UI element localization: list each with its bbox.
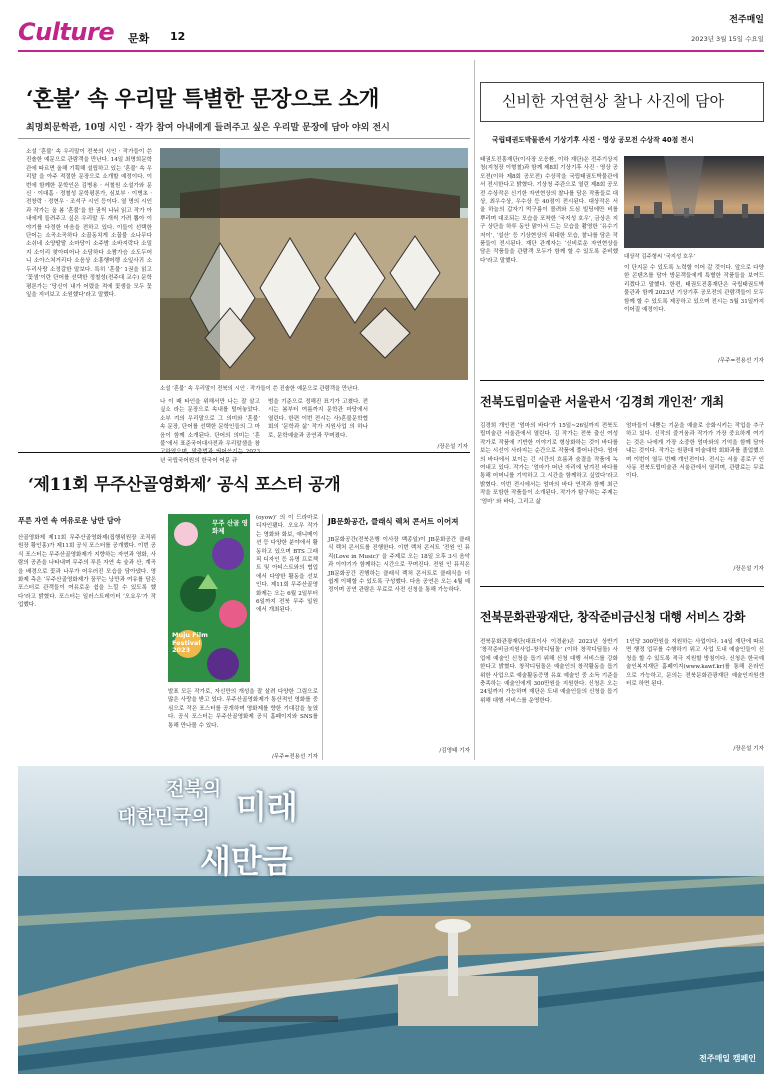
section-title-ko: 문화	[128, 32, 150, 45]
headline: 전북문화관광재단, 창작준비금신청 대행 서비스 강화	[480, 610, 746, 624]
page-number: 12	[170, 30, 186, 43]
headline: ‘혼불’ 속 우리말 특별한 문장으로 소개	[26, 87, 379, 112]
article-body-col2: 1인당 300만원을 지원하는 사업이다. 14일 재단에 따르면 행정 업무를 수행하기 위고 사업 도내 예술인들이 신청을 할 수 있도록 적극 지원할 방침이다. 신청은 한국예술인복지재단 홈페이지(www.kawf.kr)를 통해 온라인으로 가능하고, 문의는 전북문화관광재단 예술인지원센터로 하면 된다.	[626, 639, 764, 688]
ad-campaign-label: 전주매일 캠페인	[699, 1054, 756, 1063]
festival-poster	[168, 514, 250, 682]
subhead: 푸른 자연 속 여유로운 낭만 담아	[18, 516, 121, 525]
ad-line-2: 대한민국의	[118, 806, 210, 828]
article-body-col2: (oyow)’ 의 이 드라마로 디자인됐다. 오요우 작가는 영화와 화보, 애니메이션 등 다양한 분야에서 활동하고 있으며 BTS 그래픽 디자인 등 유명 프로젝트 및 아티스트와의 협업에서 다양한 활동을 선보인다. 제11회 무주산골영화제는 오는 6월 2일부터 6일까지 전북 무주 일원에서 개최된다.	[256, 515, 318, 614]
headline: ‘제11회 무주산골영화제’ 공식 포스터 공개	[28, 475, 341, 495]
article-body-col3: 나 이 때 타인을 위해서만 나는 잘 살고 싶소 라는 문장으로 속내를 털어놓았다. 소부 겨의 우리말으로 그 의미와 ‘혼불’ 속 문장, 단어를 선택한 문학인들의 그 마음이 함께 소개된다. 단어의 의미는 ‘혼불’에서 표준국어대사전과 우리말샘을 참 년 국립국어원의 한국어 어문 규	[160, 399, 260, 464]
article-creative-fund	[480, 596, 764, 760]
byline: /장은설 기자	[437, 444, 468, 450]
poster-illustration	[168, 514, 250, 682]
byline: /김영태 기자	[439, 748, 470, 754]
article-body-col1: 소설 ‘혼불’ 속 우리말이 전북의 시인 · 작가들이 쓴 진솔한 예문으로 관람객을 만난다. 14일 최명희문학관에 따르면 올해 기획해 설립하고 있는 ‘혼불’ 속 우리말 을 아주 적절한 문장으로 소개할 예정이다. 이번에 함께한 문학인은 김병용 · 서철원 소설가와 문신 · 이대흠 · 정철성 문학평론가, 심보부 · 이병초 · 전창락 · 정현우 · 조석구 시인 등이다. 열 명의 시인과 작가는 올 봄 ‘혼불’을 한 권씩 나눠 읽고 작가 아내에게 들려주고 싶은 우리말 두 개씩 가려 뽑아 이야기를 다정한 마음을 전하고 있다. 이들이 선택한 단어는 소곡소곡하다 소꿉동치게 소꿉불 소나무다 소쉬네 소양딸딸 소마당이 소주밤 소바지락다 소밀지 소이리 찾아피어나 소담하다 소짬가슴 소도두어니 소아스쳐거리다 소음상 소흥행머랭 소잎사귀 소두리사랑 소정갈한 말보다. 특히 ‘혼불’ 1권을 읽고 ‘꽃샘’이란 단어를 선택한 정철성(전주대 교수) 문학평론가는 ‘당신이 내가 어렸을 적에 꽃샘을 모두 꽃잎을 지녀보고 소원했다’라고 말했다.	[26, 149, 152, 298]
masthead	[18, 15, 764, 50]
subhead: 국립태권도박물관서 기상기후 사진 · 영상 공모전 수상작 40점 전시	[492, 136, 694, 144]
saemangeum-ad	[18, 766, 764, 1074]
poster-title: 무주 산골 영화제	[212, 519, 248, 535]
byline: /무주=전용선 기자	[717, 358, 764, 364]
ad-line-1: 전북의	[166, 778, 222, 800]
headline: 신비한 자연현상 찰나 사진에 담아	[502, 92, 724, 110]
photo-caption: 대상작 김주형씨 ‘국지성 호우’	[624, 254, 696, 260]
weather-photo	[624, 156, 764, 248]
honbul-exhibit-photo	[160, 148, 468, 380]
divider	[322, 514, 323, 760]
byline: /장은설 기자	[733, 746, 764, 752]
article-body-col4: 범을 기준으로 정해진 표기가 고쳤다. 전시는 봄부터 여름까지 문학관 마당에서 열린다. 한편 이번 전시는 사)혼불문학협회의 ‘문학과 삶’ 작가 지원사업 의 하나로, 문학예술과 공연과 꾸며졌다.	[268, 399, 368, 439]
divider	[18, 138, 470, 139]
poster-subtitle: Muju Film Festival 2023	[172, 631, 208, 654]
section-title-en: Culture	[18, 18, 115, 46]
article-body-col3: 발표 모든 작가로, 자신만의 개성을 잘 살려 다양한 그림으로 많은 사랑을 받고 있다. 무주산골영화제가 통산적인 영화를 중심으로 작은 포스터를 공개하며 영화제를 향한 기대감을 높였다. 공식 포스터는 무주산골영화제 공식 홈페이지와 SNS를 통해 만나볼 수 있다.	[168, 689, 318, 729]
subhead: 최명희문학관, 10명 시인 · 작가 참여 아내에게 들려주고 싶은 우리말 문장에 담아 야외 전시	[26, 123, 390, 133]
ad-big-2: 새만금	[200, 842, 293, 880]
photo-caption: 소설 ‘혼불’ 속 우리말이 전북의 시인 · 작가들이 쓴 진솔한 예문으로 관람객을 만난다.	[160, 386, 360, 392]
ad-big-1: 미래	[236, 788, 298, 826]
masthead-rule	[18, 50, 764, 52]
byline: /무주=전용선 기자	[271, 754, 318, 760]
article-body-col1: 산골영화제 제11회 무주산골영화제(집행위원장 조직위원장 황인홍)가 제11회 공식 포스터를 공개했다. 이번 공식 포스터는 무주산골영화제가 지향하는 자연과 영화, 사람의 공존을 나타내며 무주의 푸른 자연 속 숲과 산, 계곡을 배경으로 꽃과 나무가 어우러진 모습을 담아냈다. 영화제 측은 ‘무주산골영화제가 꿈꾸는 낭만과 여유를 담은 포스터로 관객들이 여유로운 쉼을 느낄 수 있도록 했다’라고 밝혔다. 포스터는 일러스트레이터 ‘오요우’가 작업했다.	[18, 535, 156, 609]
article-weather-photos	[480, 82, 764, 372]
paper-name: 전주매일	[729, 15, 764, 25]
col-divider	[474, 60, 475, 760]
divider	[480, 380, 764, 381]
outdoor-exhibit-image	[160, 148, 468, 380]
divider	[480, 586, 764, 587]
byline: /장은설 기자	[733, 566, 764, 572]
divider	[18, 452, 470, 453]
headline: 전북도립미술관 서울관서 ‘김경희 개인전’ 개최	[480, 394, 724, 409]
city-rain-image	[624, 156, 764, 248]
article-body: JB문화공간(전북은행 이사장 백종일)이 JB문화공간 클래식 렉처 콘서트를 진행한다. 이번 렉처 콘서트 ‘전원 인 뮤직(Love in Music)’ 을 주제로 오는 18일 오후 3시 음악과 이야기가 함께하는 시간으로 꾸며진다. 전원 인 뮤직은 JB문화공간 진행하는 클래식 렉처 콘서트로 클래식을 더 쉽게 이해할 수 있도록 구성했다. 다음 공연은 오는 4월 예정이며 공연 관람은 무료로 사전 신청을 통해 가능하다.	[328, 537, 470, 594]
article-body-col2: 이 단지문 수 있도록 노력할 이어 갈 것이다. 앞으로 다양한 콘텐츠를 담아 방문객들에게 특별한 작품들을 보여드리겠다고 말했다. 한편, 태권도진흥재단은 국립태권도박물관과 함께 2023년 기상기후 공모전의 관람객들이 모두 함께 할 수 있도록 제공하고 있으며 전시는 5월 31일까지 이어질 예정이다.	[624, 265, 764, 314]
article-jb-concert	[328, 514, 470, 760]
article-body-col2: 엄마들이 내뿜는 기운을 예술로 승화시키는 작업을 추구하고 있다. 신작의 즐거움과 작가가 가장 중요하게 여기는 것은 나에게 가장 소중한 엄마와의 기억을 함께 담아내는 것이다. 작가는 원광대 미술대학 회화과를 졸업했으며 이번이 열두 번째 개인전이다. 전시는 서울 종로구 인사동 전북도립미술관 서울관에서 열리며, 관람료는 무료이다.	[626, 423, 764, 480]
issue-date: 2023년 3월 15일 수요일	[691, 35, 764, 43]
article-body-col1: 김경희 개인전 ‘엄마의 바다’가 15일~26일까지 전북도립미술관 서울관에서 열린다. 김 작가는 전북 출신 여성 작가로 작품에 기반한 이야기로 형상화하는 것이 바다를 보는 시선이 사라지는 순간으로 작품에 풀어나간다. 엄마의 바다에서 보이는 긴 시간의 흐름과 숨결을 작품에 녹여내고 있다. 작가는 ‘엄마가 떠난 자리에 남겨진 바다를 통해 어머니를 기억하고 그 시간을 함께하고 싶었다’라고 밝혔다. 이번 전시에서는 엄마의 바다 연작과 함께 최근작을 포함한 작품들이 소개된다. 작가가 탐구하는 주제는 ‘엄마’ 와 바다, 그리고 삶	[480, 423, 618, 505]
article-honbul	[18, 60, 470, 464]
headline: JB문화공간, 클래식 렉처 콘서트 이어져	[328, 517, 459, 526]
article-body-col1: 전북문화관광재단(대표이사 이경윤)은 2023년 상반기 ‘창작준비금지원사업–창작디딤돌’ (이하 창작디딤돌) 사업에 예술인 신청을 돕기 위해 신청 대행 서비스를 강화한다고 밝혔다. 창작디딤돌은 예술인의 창작활동을 돕기 위한 사업으로 예술활동증명 유효 예술인 중 소득 기준을 충족하는 예술인에게 300만원을 지원한다. 신청은 오는 24일까지 가능하며 재단은 도내 예술인들의 신청을 돕기 위해 대행 서비스를 운영한다.	[480, 639, 618, 704]
article-muju-poster	[18, 462, 341, 762]
article-kim-exhibition	[480, 392, 764, 582]
article-body-col1: 태권도진흥재단(이사장 오응환, 이하 재단)은 전주기상지청(지청장 이형철)과 함께 제8회 기상기후 사진 · 영상 공모전(이하 제8회 공모전) 수상작을 국립태권도박물관에서 전시한다고 밝혔다. 기상청 주관으로 열린 제8회 공모전 수상작은 신기한 자연현상의 찰나를 담은 작품들로 대상, 최우수상, 우수상 등 40점이 전시된다. 대상작은 서울 하늘의 갑자기 먹구름이 몰려와 도심 빌딩에만 비를 뿌리며 대조되는 모습을 포착한 ‘국지성 호우’, 금상은 지구 상단을 하루 동안 맑아서 드는 모습을 촬영한 ‘유수기저이’, ‘설산’ 등 기상현상의 위대한 모습, 찰나를 담은 작품들이 전시된다. 재단 관계자는 ‘신비로운 자연현상을 담은 작품들을 관람객 모두가 함께 할 수 있도록 준비했다’라고 말했다.	[480, 157, 618, 264]
